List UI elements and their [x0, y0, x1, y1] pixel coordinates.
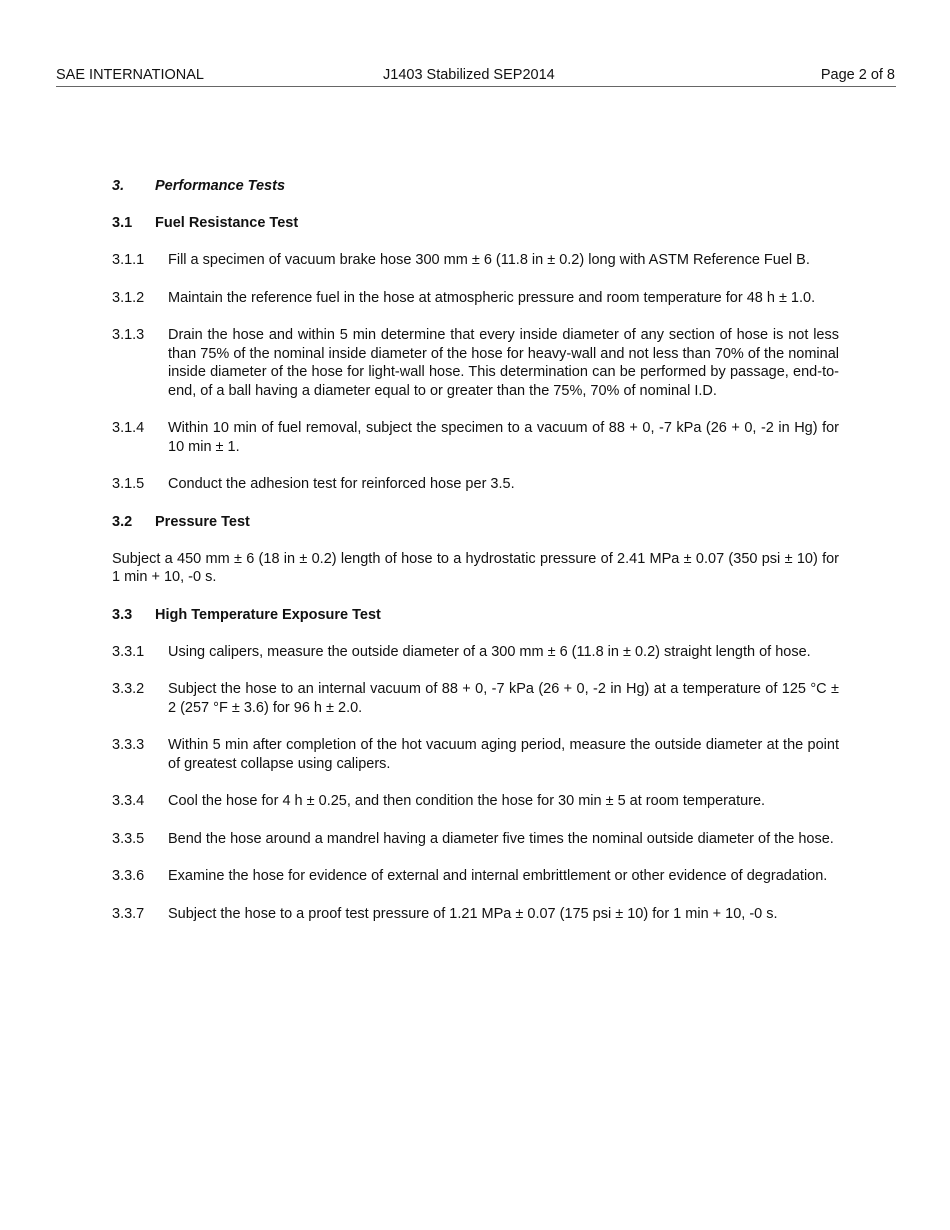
- list-item-3-3-2: [112, 680, 839, 717]
- list-item-3-3-6: [112, 867, 839, 886]
- subsection-number: 3.2: [112, 513, 133, 530]
- subsection-heading-3-2: [112, 513, 839, 531]
- item-number: 3.3.3: [112, 737, 145, 753]
- page-header: [56, 66, 896, 87]
- list-item-3-3-4: [112, 792, 839, 811]
- item-number: 3.3.2: [112, 681, 145, 697]
- subsection-number: 3.1: [112, 215, 133, 231]
- subsection-heading-3-3: [112, 606, 839, 624]
- item-text: Within 10 min of fuel removal, subject the specimen to a vacuum of 88 + 0, -7 kPa (26 + 0, -2 in Hg) for 10 min ± 1.: [168, 420, 839, 455]
- list-item-3-1-1: [112, 251, 839, 270]
- item-number: 3.3.4: [112, 793, 145, 809]
- subsection-title: Pressure Test: [155, 513, 250, 530]
- list-item-3-1-2: [112, 289, 839, 308]
- subsection-number: 3.3: [112, 606, 133, 623]
- list-item-3-1-5: [112, 475, 839, 494]
- list-item-3-3-5: [112, 830, 839, 849]
- section-number: 3.: [112, 178, 125, 194]
- item-number: 3.1.2: [112, 289, 145, 306]
- item-number: 3.3.1: [112, 643, 145, 660]
- item-text: Cool the hose for 4 h ± 0.25, and then condition the hose for 30 min ± 5 at room temperature.: [168, 793, 766, 809]
- section-title: Performance Tests: [155, 178, 286, 194]
- item-text: Subject the hose to an internal vacuum of 88 + 0, -7 kPa (26 + 0, -2 in Hg) at a temperature of 125 °C ± 2 (257 °F ± 3.6) for 96 h ± 2.0.: [168, 681, 839, 716]
- item-text: Examine the hose for evidence of external and internal embrittlement or other evidence of degradation.: [168, 868, 828, 884]
- subsection-heading-3-1: [112, 214, 839, 232]
- item-text: Within 5 min after completion of the hot vacuum aging period, measure the outside diameter at the point of greatest collapse using calipers.: [168, 737, 839, 772]
- item-number: 3.1.1: [112, 252, 145, 268]
- item-number: 3.3.5: [112, 830, 145, 847]
- item-number: 3.3.6: [112, 868, 145, 884]
- item-text: Conduct the adhesion test for reinforced hose per 3.5.: [168, 476, 515, 492]
- subsection-title: Fuel Resistance Test: [155, 215, 299, 231]
- item-text: Fill a specimen of vacuum brake hose 300 mm ± 6 (11.8 in ± 0.2) long with ASTM Reference Fuel B.: [168, 252, 810, 268]
- list-item-3-1-3: [112, 326, 839, 400]
- section-heading: [112, 177, 839, 195]
- header-page-number: Page 2 of 8: [820, 67, 895, 83]
- list-item-3-3-3: [112, 736, 839, 773]
- item-text: Using calipers, measure the outside diameter of a 300 mm ± 6 (11.8 in ± 0.2) straight length of hose.: [168, 643, 811, 660]
- item-number: 3.1.4: [112, 420, 145, 436]
- header-document-id: J1403 Stabilized SEP2014: [383, 67, 555, 83]
- item-text: Maintain the reference fuel in the hose at atmospheric pressure and room temperature for 48 h ± 1.0.: [168, 289, 816, 306]
- list-item-3-1-4: [112, 419, 839, 456]
- item-number: 3.3.7: [112, 905, 145, 922]
- list-item-3-3-7: [112, 905, 839, 924]
- item-text: Bend the hose around a mandrel having a diameter five times the nominal outside diameter of the hose.: [168, 830, 834, 847]
- item-number: 3.1.5: [112, 476, 145, 492]
- item-text: Subject the hose to a proof test pressure of 1.21 MPa ± 0.07 (175 psi ± 10) for 1 min + 10, -0 s.: [168, 905, 778, 922]
- document-body: [112, 177, 839, 923]
- item-number: 3.1.3: [112, 327, 145, 343]
- list-item-3-3-1: [112, 643, 839, 662]
- header-organization: SAE INTERNATIONAL: [56, 67, 204, 83]
- item-text: Drain the hose and within 5 min determine that every inside diameter of any section of hose is not less than 75% of the nominal inside diameter of the hose for heavy-wall and not less than 70% of the nominal inside diameter of the hose for light-wall hose. This determination can be performed by passage, end-to-end, of a ball having a diameter equal to or greater than the 75%, 70% of nominal I.D.: [168, 327, 839, 399]
- paragraph-3-2: Subject a 450 mm ± 6 (18 in ± 0.2) length of hose to a hydrostatic pressure of 2.41 MPa ± 0.07 (350 psi ± 10) for 1 min + 10, -0 s.: [112, 550, 839, 585]
- subsection-title: High Temperature Exposure Test: [155, 606, 381, 623]
